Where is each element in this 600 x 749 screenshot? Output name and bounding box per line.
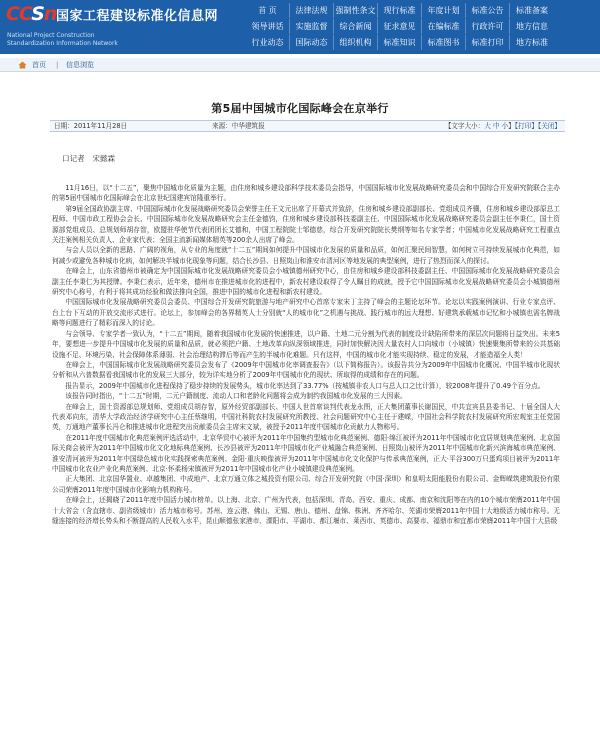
logo-mark: CCSn [6,3,57,25]
nav-item-standard-books[interactable]: 标准图书 [422,35,466,50]
nav-item-current-standards[interactable]: 现行标准 [378,3,422,18]
article-paragraph: 正大集团、北京国华置业、卓越集团、中成地产、北京万通立体之城投资有限公司、综合开发研究院（中国·深圳）和皇明太阳能股份有限公司、金辉嵘筑建筑股份有限公司荣膺2011年度中国城市化影响力机构称号。 [52,475,560,494]
article-paragraph: 在峰会上，国土资源部总规划师、党组成员胡存智，原外经贸部副部长、中国人世首席谈判代表龙永图，正大集团董事长谢国民，中共宜宾县县委书记、十届全国人大代表邓向东，清华大学政治经济学研究中心主任蔡继明，中国社科院农村发展研究所教授、社会问题研究中心主任于建嵘，中国社会科学院农村发展研究所宏观室主任党国英，万通地产董事长冯仑和推进城市化进程突出贡献委员会主席宋文斌，被授予2011年度中国城市化贡献力人物称号。 [52,402,560,432]
nav-item-admin-license[interactable]: 行政许可 [466,19,510,34]
breadcrumb-separator: | [56,61,59,69]
article-tools [445,121,561,132]
nav-item-local-standards[interactable]: 地方标准 [516,38,548,47]
article-paragraph: 与会领导、专家学者一致认为，“十二五”期间，随着我国城市化发展的快速推进，以户籍、土地二元分割为代表的制度设计缺陷所带来的深层次问题将日益突出。未来5年，要想进一步提升中国城市化发展的质量和品质，就必须把户籍、土地改革向纵深领域推进，同时加快解决因大量农村人口向城市（小城镇）快速聚集所带来的公共基础设施不足、环境污染、社会保障体系薄弱、社会治理结构滞后等而产生的半城市化难题。只有这样，中国的城市化才能实现持续、稳定的发展，才能造福全人类！ [52,329,560,359]
nav-item-standard-filing[interactable]: 标准备案 [516,6,548,15]
close-link[interactable]: 【关闭】 [537,122,561,130]
nav-item-annual-plan[interactable]: 年度计划 [422,3,466,18]
nav-item-laws[interactable]: 法律法规 [290,3,334,18]
nav-item-industry-news[interactable]: 行业动态 [246,35,290,50]
print-link[interactable]: 【打印】 [514,122,538,130]
breadcrumb-home-link[interactable]: 首页 [32,61,46,69]
breadcrumb-current[interactable]: 信息浏览 [66,61,94,69]
article-author: 口记者 宋懿霖 [62,154,116,163]
nav-item-drafting-standards[interactable]: 在编标准 [422,19,466,34]
article-paragraph: 在2011年度中国城市化典范案例评选活动中，北京华贸中心被评为2011年中国集约型城市化典范案例、德阳·绵江被评为2011年中国城市化宜居规划典范案例、北京国际关商会被评为2011年中国城市化文化地标典范案例、长沙县被评为2011年中国城市化产业城融合典范案例、日照岚山被评为2011年中国城市化新兴滨海城市典范案例、淮安清河被评为2011年中国绿色城市化实践探索典范案例、金阳·重庆映像被评为2011年中国城市化文化保护与传承典范案例，正大·平谷300万只蛋鸡项目被评为2011年中国城市化农业产业化典范案例、北京·怀柔杨宋镇被评为2011年中国城市化产业小城镇建设典范案例。 [52,433,560,473]
article-paragraph: 在峰会上，还揭晓了2011年度中国活力城市榜单。以上海、北京、广州为代表，包括深圳、青岛、西安、重庆、成都、南京和沈阳等在内的10个城市荣膺2011年中国十大省会（含直辖市、副省级城市）活力城市称号。苏州、连云港、佛山、无锡、唐山、德州、盘锦、株洲、齐齐哈尔、芜湖市荣膺2011年中国十大地级活力城市称号。无缝连接的经济增长势头和不断提高的人民收入水平，昆山顺德张家港市、溧阳市、平湖市、都江堰市、莱西市、英德市、高要市、福鼎市和宜都市荣膺2011年中国十大县级 [52,496,560,525]
site-logo[interactable] [6,3,238,49]
main-nav [246,3,598,51]
nav-row-1 [246,3,598,19]
nav-item-standard-knowledge[interactable]: 标准知识 [378,35,422,50]
font-size-label-end: 】 [508,122,515,130]
article-info-bar [50,120,565,132]
site-title-en-line1: National Project Construction [7,32,95,39]
nav-item-local-info[interactable]: 地方信息 [516,22,548,31]
nav-item-leader-speeches[interactable]: 领导讲话 [246,19,290,34]
nav-item-supervision[interactable]: 实施监督 [290,19,334,34]
nav-item-organization[interactable]: 组织机构 [334,35,378,50]
font-size-large-link[interactable]: 大 [484,122,491,130]
nav-row-2 [246,19,598,35]
site-header [0,0,600,54]
article-source: 来源：中华建筑报 [212,122,265,130]
article-paragraph: 在峰会上，山东省德州市被确定为中国国际城市化发展战略研究委员会小城镇德州研究中心，由住房和城乡建设部科技委副主任、中国国际城市化发展战略研究委员会副主任李秉仁为其授牌。李秉仁表示，近年来，德州市在推进城市化的进程中，新农村建设取得了令人瞩目的成就，授予它中国国际城市化发展战略研究委员会小城镇德州研究中心称号，有利于将其成功经验和做法推向全国，推进中国的城市化进程和新农村建设。 [52,267,560,297]
article-paragraph: 与会人员以全新的思路、广阔的视角，从专业的角度就“十二五”期间如何提升中国城市化发展的质量和品质，如何汇聚民间智慧，如何树立可持续发展城市化典范，如何减少或避免各种城市化病，如何解决半城市化现象等问题，结合长沙县、日照岚山和淮安市清河区等地发展的典型案例，进行了热烈而深入的探讨。 [52,246,560,265]
nav-item-international-news[interactable]: 国际动态 [290,35,334,50]
article-title: 第5届中国城市化国际峰会在京举行 [211,102,389,115]
article-paragraph: 在峰会上，中国国际城市化发展战略研究委员会发布了《2009年中国城市化率调查报告》（以下简称报告）。该报告共分为2009年中国城市化概况、中国半城市化现状分析和从六普数据看我国城市化的发展三大部分，较为详实地分析了2009年中国城市化的现状、所取得的成绩和存在的问题。 [52,360,560,380]
nav-item-solicit-opinions[interactable]: 征求意见 [378,19,422,34]
nav-item-standard-notices[interactable]: 标准公告 [466,3,510,18]
article-paragraph: 中国国际城市化发展战略研究委员会委员、中国综合开发研究院旅游与地产研究中心首席专家宋丁主持了峰会的主题论坛环节。论坛以实践案例演讲、行业专家点评、台上台下互动的开放交流形式进行。论坛上，参加峰会的各界精英人士分别就“人的城市化”之机遇与挑战、践行城市的远大理想、好建筑承载城市记忆和小城镇也需名牌战略等问题进行了精彩而深入的讨论。 [52,298,560,328]
breadcrumb [0,58,600,72]
article-date: 日期：2011年11月28日 [54,122,128,130]
home-icon [18,61,27,69]
nav-item-standard-print[interactable]: 标准打印 [466,35,510,50]
article-paragraph: 该报告同时指出，“十二五”时期，二元户籍制度、流动人口和老龄化问题将会成为制约我国城市化发展的三大因素。 [65,392,407,401]
article-paragraph: 11月16日，以“十二五”，聚焦中国城市化质量为主题，由住房和城乡建设部科学技术委员会指导，中国国际城市化发展战略研究委员会和中国综合开发研究院联合主办的第5届中国城市化国际峰会在北京世纪国建宾馆隆重举行。 [52,184,560,203]
article-paragraph: 第9届全国政协副主席、中国国际城市化发展战略研究委员会荣誉主任王文元出席了开幕式并致辞，住房和城乡建设部副部长、党组成员齐骥，住房和城乡建设部原总工程师、中国市政工程协会会长、中国国际城市化发展战略研究会主任金德钧，住房和城乡建设部科技委副主任、中国国际城市化发展战略研究委员会副主任李秉仁，国土资源部党组成员、总规划师胡存智，欧盟驻华使节代表团团长艾德和，中国工程院院士邹德慈，综合开发研究院院长樊纲等知名专家学者；中国城市化发展战略研究工程重点关注案例相关负责人、企业家代表；全国主流新闻媒体精英等200余人出席了峰会。 [52,204,560,245]
article-paragraph: 报告显示，2009年中国城市化进程保持了稳步持续的发展势头，城市化率达到了33.77%（按城镇非农人口与总人口之比计算），较2008年提升了0.49个百分点。 [65,381,545,390]
nav-item-home[interactable]: 首 页 [246,3,290,18]
font-size-label: 【文字大小： [444,122,485,130]
nav-row-3 [246,35,598,51]
font-size-medium-link[interactable]: 中 [492,122,500,130]
font-size-small-link[interactable]: 小 [501,122,509,130]
article-body [52,183,560,526]
nav-item-general-news[interactable]: 综合新闻 [334,19,378,34]
site-title: 国家工程建设标准化信息网 [56,9,219,24]
nav-item-mandatory-clauses[interactable]: 强制性条文 [334,3,378,18]
site-title-en-line2: Standardization Information Network [7,40,118,47]
